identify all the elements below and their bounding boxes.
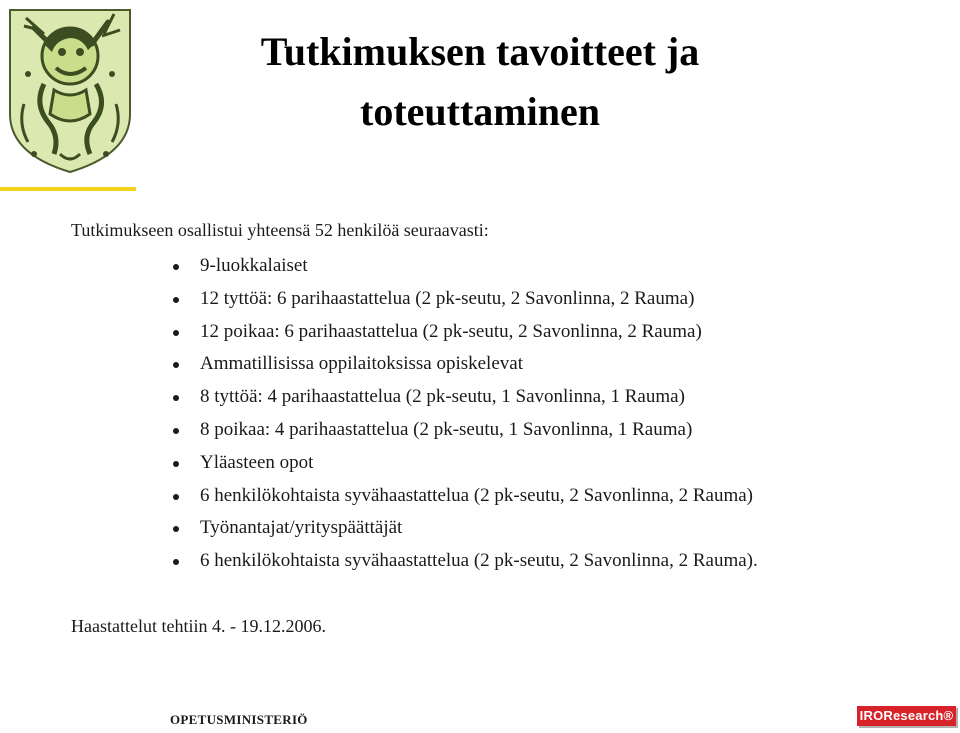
participant-list [170, 252, 758, 580]
list-item-text: 9-luokkalaiset [200, 255, 308, 276]
list-item-text: 8 tyttöä: 4 parihaastattelua (2 pk-seutu, 1 Savonlinna, 1 Rauma) [200, 386, 685, 408]
bullet-icon [173, 297, 179, 303]
list-item [170, 547, 758, 580]
bullet-icon [173, 395, 179, 401]
bullet-icon [173, 461, 179, 467]
bullet-icon [173, 330, 179, 336]
slide-title [180, 22, 780, 142]
list-item [170, 449, 758, 482]
list-item [170, 350, 758, 383]
ministry-footer: OPETUSMINISTERIÖ [170, 712, 308, 727]
bullet-icon [173, 559, 179, 565]
list-item-text: Työnantajat/yrityspäättäjät [200, 517, 403, 539]
bullet-icon [173, 362, 179, 368]
list-item-text: 12 tyttöä: 6 parihaastattelua (2 pk-seutu, 2 Savonlinna, 2 Rauma) [200, 287, 695, 309]
list-item-text: Ammatillisissa oppilaitoksissa opiskelevat [200, 353, 523, 375]
bullet-icon [173, 428, 179, 434]
bullet-icon [173, 526, 179, 532]
list-item [170, 514, 758, 547]
list-item [170, 318, 758, 351]
crest-divider [0, 187, 136, 191]
interview-dates: Haastattelut tehtiin 4. - 19.12.2006. [71, 616, 326, 636]
list-item-text: 6 henkilökohtaista syvähaastattelua (2 pk-seutu, 2 Savonlinna, 2 Rauma). [200, 550, 758, 572]
slide-title-line-1: Tutkimuksen tavoitteet ja [260, 29, 700, 74]
list-item [170, 482, 758, 515]
list-item [170, 416, 758, 449]
list-item-text: 12 poikaa: 6 parihaastattelua (2 pk-seutu, 2 Savonlinna, 2 Rauma) [200, 320, 702, 342]
list-item [170, 285, 758, 318]
lion-coat-of-arms-icon [4, 4, 136, 176]
list-item-text: 8 poikaa: 4 parihaastattelua (2 pk-seutu, 1 Savonlinna, 1 Rauma) [200, 418, 693, 440]
logo-text: IROResearch® [859, 708, 954, 723]
list-item [170, 252, 758, 285]
list-item-text: 6 henkilökohtaista syvähaastattelua (2 pk-seutu, 2 Savonlinna, 2 Rauma) [200, 484, 753, 506]
list-item-text: Yläasteen opot [200, 451, 314, 473]
slide-title-line-2: toteuttaminen [360, 89, 600, 134]
iroresearch-logo [857, 706, 956, 726]
bullet-icon [173, 494, 179, 500]
list-item [170, 383, 758, 416]
bullet-icon [173, 264, 179, 270]
intro-text: Tutkimukseen osallistui yhteensä 52 henkilöä seuraavasti: [71, 220, 489, 240]
